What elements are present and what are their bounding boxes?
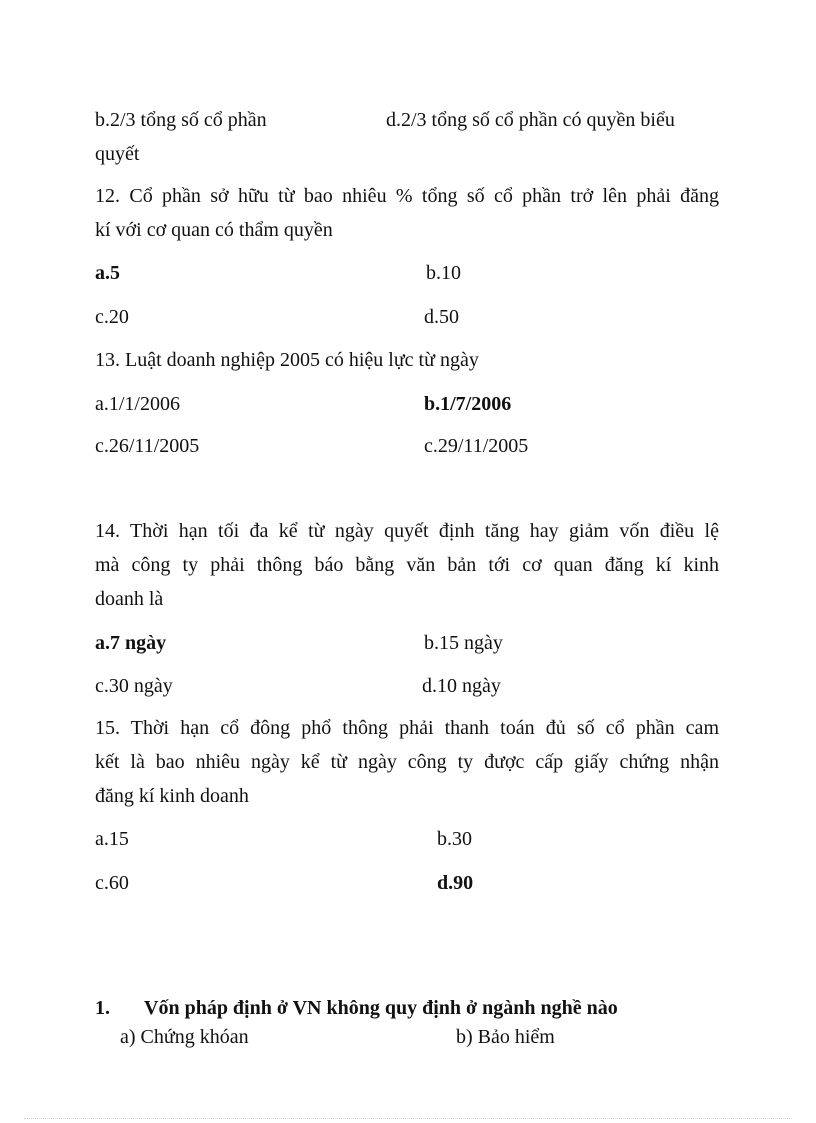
q1-option-b: b) Bảo hiểm [456,1026,555,1048]
q14-question-line-1: 14. Thời hạn tối đa kể từ ngày quyết định tăng hay giảm vốn điều lệ [95,520,719,542]
q15-option-d: d.90 [437,872,474,894]
q14-question-line-2: mà công ty phải thông báo bằng văn bản tới cơ quan đăng kí kinh [95,554,719,576]
q1-number: 1. [95,997,110,1019]
q1-question: Vốn pháp định ở VN không quy định ở ngành nghề nào [144,997,618,1019]
q14-option-b: b.15 ngày [424,632,503,654]
q1-option-a: a) Chứng khóan [120,1026,249,1048]
q14-option-d: d.10 ngày [422,675,501,697]
q13-option-a: a.1/1/2006 [95,393,180,415]
q13-option-d: c.29/11/2005 [424,435,529,457]
q15-question-line-1: 15. Thời hạn cổ đông phổ thông phải thanh toán đủ số cổ phần cam [95,717,719,739]
q11-option-b: b.2/3 tổng số cổ phần [95,109,267,131]
q15-question-line-3: đăng kí kinh doanh [95,785,249,807]
q12-option-d: d.50 [424,306,459,328]
q12-question-line-1: 12. Cổ phần sở hữu từ bao nhiêu % tổng số cổ phần trở lên phải đăng [95,185,719,207]
q14-option-c: c.30 ngày [95,675,173,697]
page-bottom-divider [24,1118,792,1119]
q12-option-c: c.20 [95,306,129,328]
q11-option-d-continued: quyết [95,143,140,165]
q12-question-line-2: kí với cơ quan có thẩm quyền [95,219,333,241]
q12-option-b: b.10 [426,262,461,284]
q14-option-a: a.7 ngày [95,632,167,654]
q15-option-c: c.60 [95,872,129,894]
q12-option-a: a.5 [95,262,120,284]
q15-option-b: b.30 [437,828,472,850]
q14-question-line-3: doanh là [95,588,164,610]
q15-option-a: a.15 [95,828,129,850]
q13-question: 13. Luật doanh nghiệp 2005 có hiệu lực từ ngày [95,349,479,371]
q13-option-b: b.1/7/2006 [424,393,512,415]
q15-question-line-2: kết là bao nhiêu ngày kể từ ngày công ty được cấp giấy chứng nhận [95,751,719,773]
q11-option-d: d.2/3 tổng số cổ phần có quyền biểu [386,109,675,131]
q13-option-c: c.26/11/2005 [95,435,200,457]
